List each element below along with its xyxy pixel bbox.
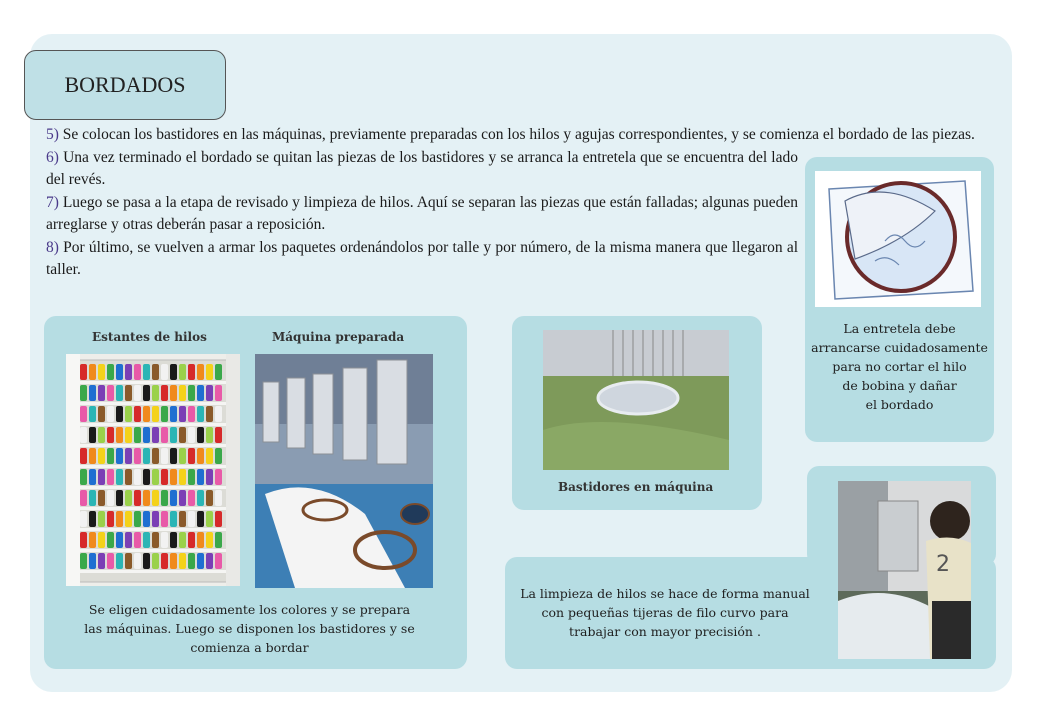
- step-5: 5) Se colocan los bastidores en las máquinas, previamente preparadas con los hilos y agujas correspondientes, y se comienza el bordado de las piezas.: [46, 126, 975, 143]
- threads-machines-caption: Se eligen cuidadosamente los colores y se prepara las máquinas. Luego se disponen los bastidores y se comienza a bordar: [84, 602, 415, 655]
- hoops-in-machine-photo: [543, 330, 729, 470]
- thread-cleaning-photo: [838, 481, 971, 659]
- thread-shelves-photo: [66, 354, 240, 586]
- embroidery-machine-image: [255, 354, 433, 588]
- interfacing-illustration: [815, 171, 981, 307]
- label-prepared-machine: Máquina preparada: [272, 330, 405, 344]
- interfacing-drawing: [815, 171, 981, 307]
- card-hoops-machine: [512, 316, 762, 510]
- thread-cleaning-caption: La limpieza de hilos se hace de forma manual con pequeñas tijeras de filo curvo para trabajar con mayor precisión .: [520, 586, 810, 639]
- page-title: BORDADOS: [24, 50, 226, 120]
- label-hoops-in-machine: Bastidores en máquina: [558, 480, 714, 494]
- step-7: 7) Luego se pasa a la etapa de revisado y limpieza de hilos. Aquí se separan las piezas que están falladas; algunas pueden arreglarse y otras deberán pasar a reposición.: [46, 193, 798, 233]
- card-interfacing: [805, 157, 994, 442]
- thread-shelves-image: [66, 354, 240, 586]
- svg-text:2: 2: [936, 552, 950, 577]
- label-thread-shelves: Estantes de hilos: [92, 330, 207, 344]
- step-6: 6) Una vez terminado el bordado se quitan las piezas de los bastidores y se arranca la entretela que se encuentra del lado del revés.: [46, 148, 798, 188]
- interfacing-caption: La entretela debe arrancarse cuidadosamente para no cortar el hilo de bobina y dañar el bordado: [811, 321, 988, 412]
- worker-cleaning-image: [838, 481, 971, 659]
- step-8: 8) Por último, se vuelven a armar los paquetes ordenándolos por talle y por número, de la misma manera que llegaron al taller.: [46, 238, 798, 278]
- hoop-machine-image: [543, 330, 729, 470]
- card-threads-machines: [44, 316, 467, 669]
- prepared-machine-photo: [255, 354, 433, 588]
